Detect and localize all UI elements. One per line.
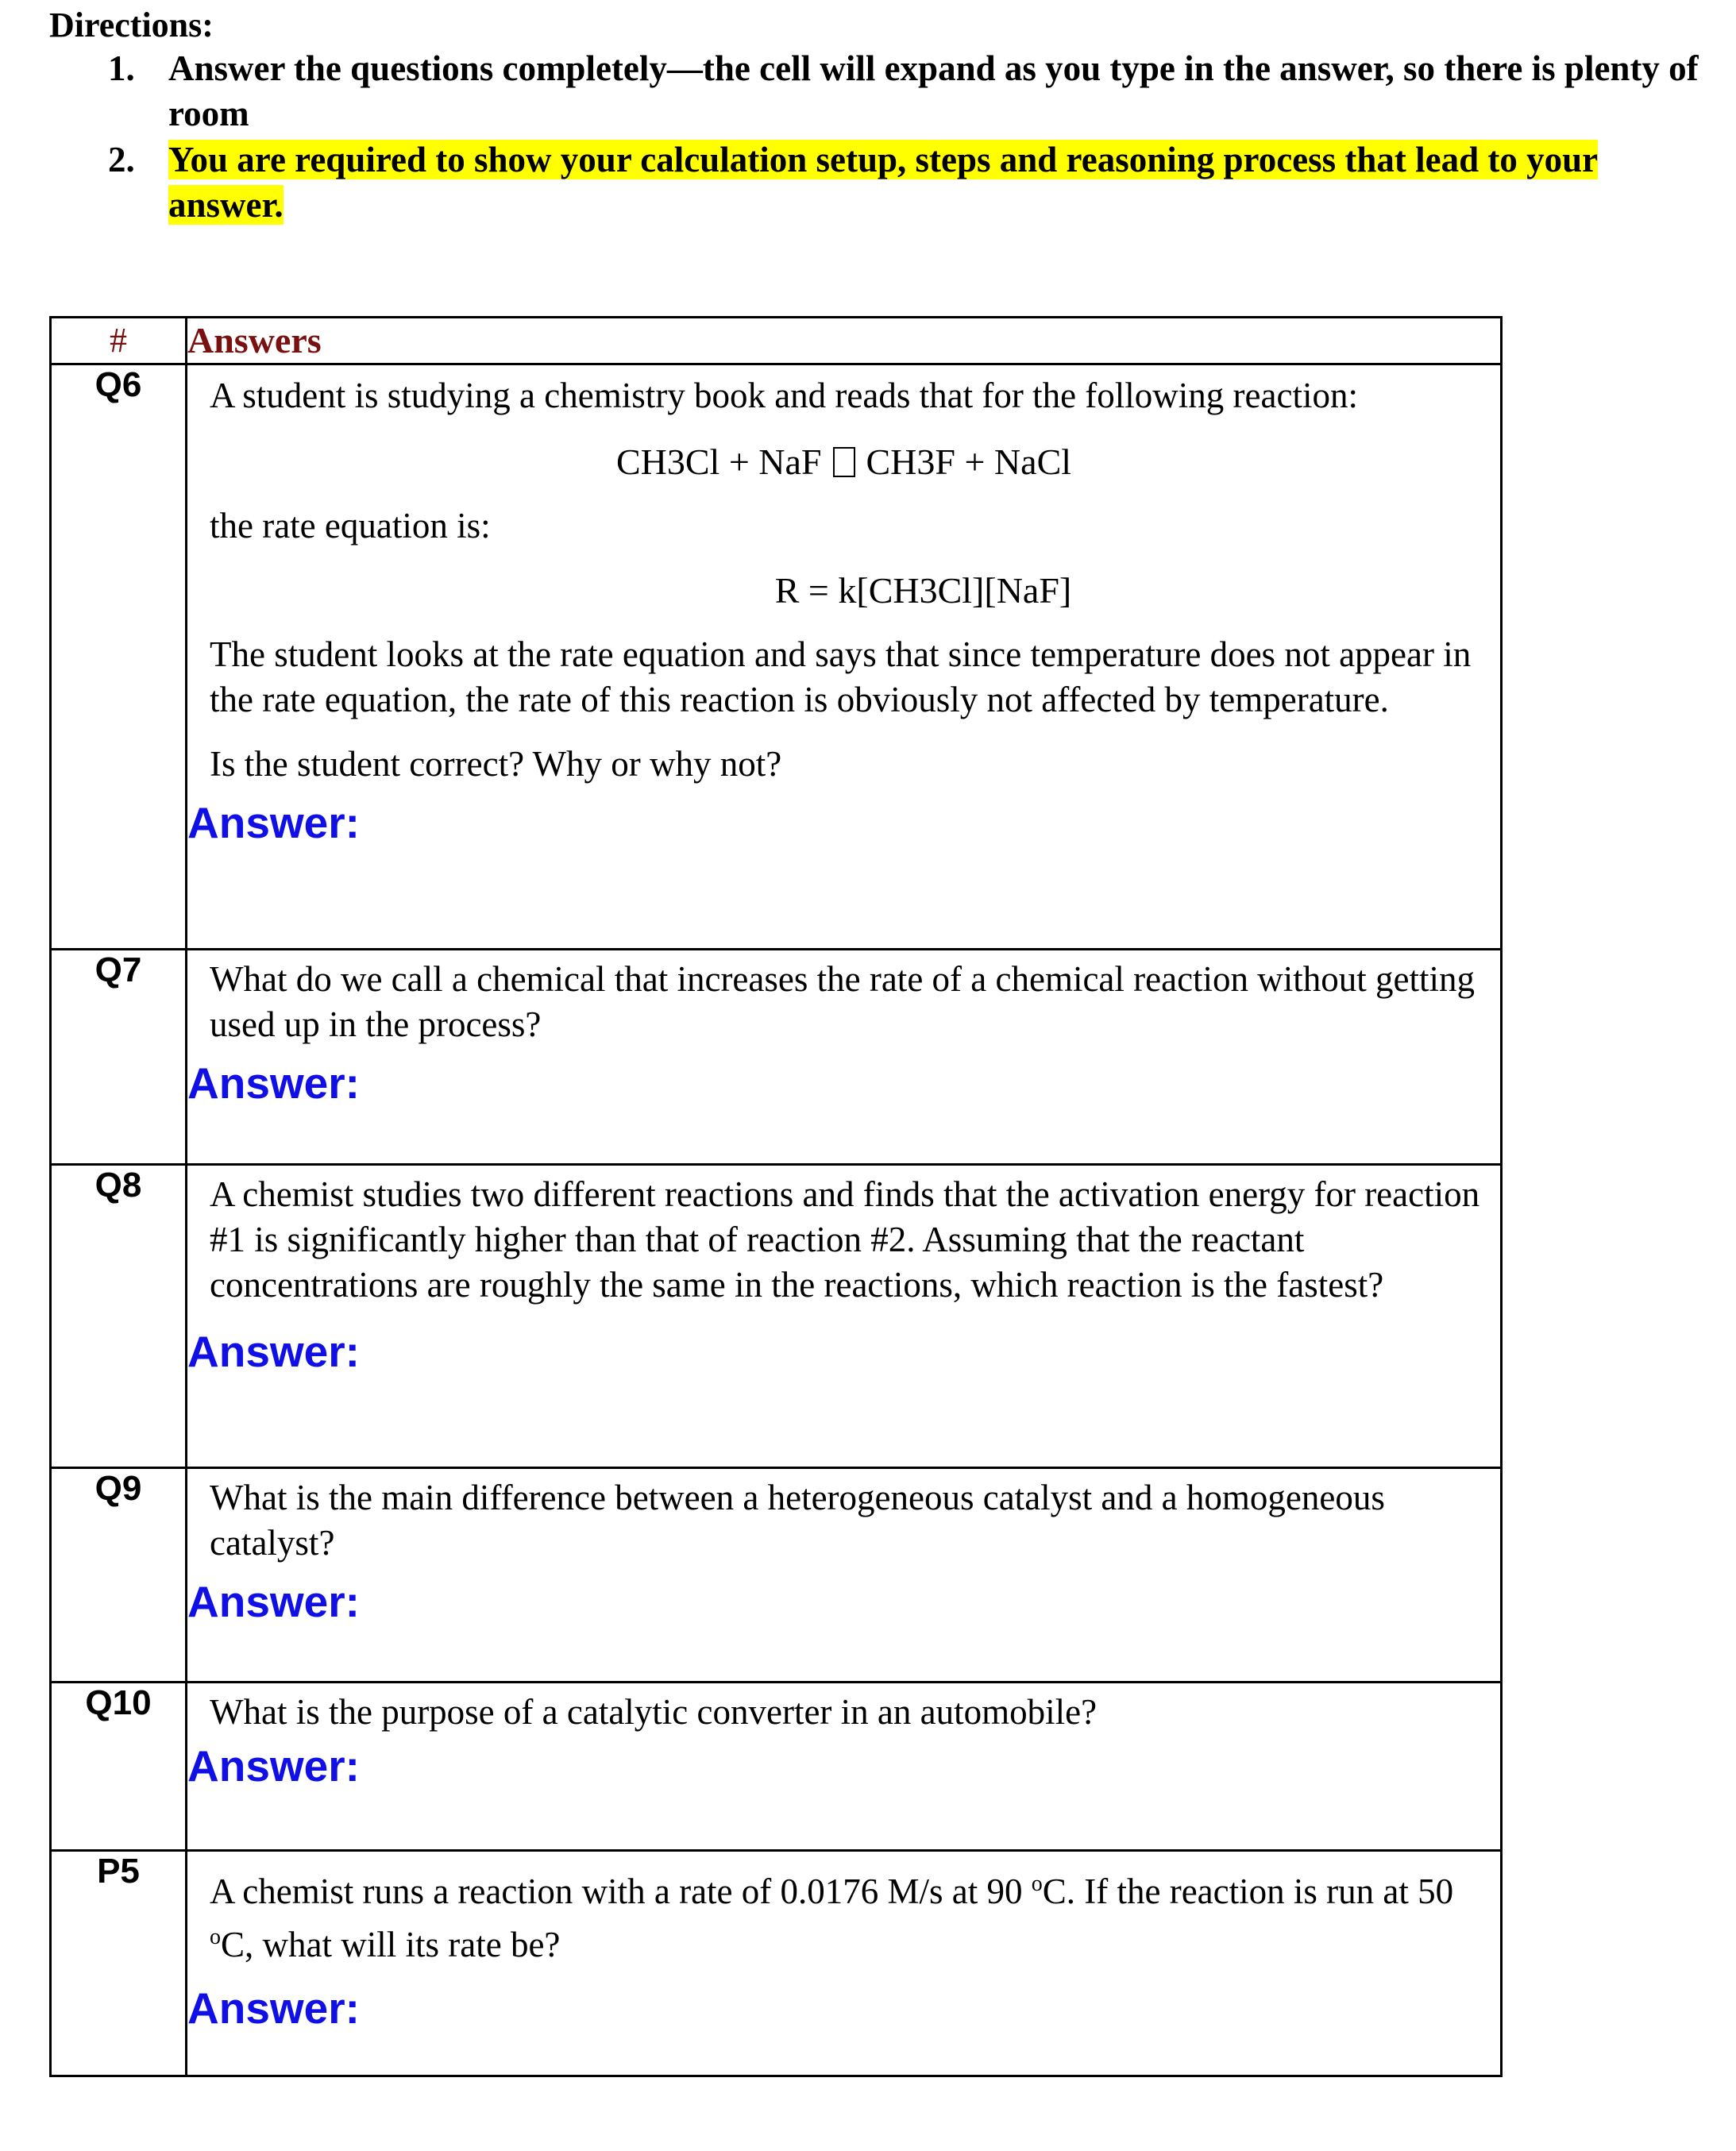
answer-cell[interactable] [187, 1468, 1502, 1683]
question-text: Is the student correct? Why or why not? [210, 744, 782, 784]
table-row-q8 [51, 1165, 1502, 1468]
direction-text-highlighted: You are required to show your calculation setup, steps and reasoning process that lead to your answer. [168, 140, 1599, 225]
answer-label: Answer: [187, 1741, 360, 1791]
question-label: Q6 [51, 364, 187, 950]
reaction-reactants: CH3Cl + NaF [615, 441, 822, 482]
directions-title: Directions: [49, 6, 214, 44]
question-text: What do we call a chemical that increases the rate of a chemical reaction without getting used up in the process? [210, 959, 1476, 1044]
question-label: Q8 [51, 1165, 187, 1468]
table-row-q9 [51, 1468, 1502, 1683]
answer-cell[interactable] [187, 950, 1502, 1165]
rate-intro: the rate equation is: [210, 506, 491, 545]
table-row-q6 [51, 364, 1502, 950]
question-label: Q10 [51, 1683, 187, 1851]
question-text: What is the purpose of a catalytic converter in an automobile? [210, 1692, 1098, 1732]
answer-label: Answer: [187, 1058, 360, 1108]
direction-item-2 [49, 137, 1717, 228]
question-text-part: C, what will its rate be? [221, 1925, 561, 1964]
table-row-q7 [51, 950, 1502, 1165]
table-header-row [51, 318, 1502, 364]
question-text [210, 1861, 1500, 1968]
direction-item-1 [49, 46, 1717, 137]
question-intro: A student is studying a chemistry book and reads that for the following reaction: [210, 376, 1358, 415]
column-header-number: # [51, 318, 187, 364]
missing-arrow-glyph-icon [833, 447, 855, 477]
table-row-p5 [51, 1851, 1502, 2076]
question-label: Q9 [51, 1468, 187, 1683]
reaction-products: CH3F + NaCl [866, 441, 1072, 482]
column-header-answers: Answers [187, 318, 1502, 364]
question-table [49, 316, 1503, 2077]
answer-cell[interactable] [187, 1683, 1502, 1851]
question-label: P5 [51, 1851, 187, 2076]
directions [49, 5, 1717, 228]
question-text-part: C. If the reaction is run at 50 [1042, 1872, 1454, 1911]
answer-label: Answer: [187, 1983, 360, 2033]
answer-label: Answer: [187, 798, 360, 847]
answer-label: Answer: [187, 1327, 360, 1376]
answer-cell[interactable] [187, 364, 1502, 950]
rate-equation: R = k[CH3Cl][NaF] [774, 570, 1072, 611]
question-text-part: A chemist runs a reaction with a rate of 0.0176 M/s at 90 [210, 1872, 1032, 1911]
directions-list [49, 46, 1717, 228]
table-row-q10 [51, 1683, 1502, 1851]
question-statement: The student looks at the rate equation and says that since temperature does not appear in the rate equation, the rate of this reaction is obviously not affected by temperature. [210, 634, 1472, 719]
direction-number: 1. [108, 48, 135, 88]
question-label: Q7 [51, 950, 187, 1165]
degree-symbol: o [210, 1925, 221, 1949]
question-text: What is the main difference between a heterogeneous catalyst and a homogeneous catalyst? [210, 1478, 1385, 1563]
answer-cell[interactable] [187, 1165, 1502, 1468]
answer-cell[interactable] [187, 1851, 1502, 2076]
reaction-equation [187, 439, 1500, 484]
degree-symbol: o [1031, 1872, 1043, 1896]
direction-text: Answer the questions completely—the cell will expand as you type in the answer, so there is plenty of room [168, 48, 1699, 133]
answer-label: Answer: [187, 1577, 360, 1626]
question-text: A chemist studies two different reactions and finds that the activation energy for reaction #1 is significantly higher than that of reaction #2. Assuming that the reactant concentrations are roughly the same in the reactions, which reaction is the fastest? [210, 1174, 1480, 1305]
direction-number: 2. [108, 140, 135, 179]
